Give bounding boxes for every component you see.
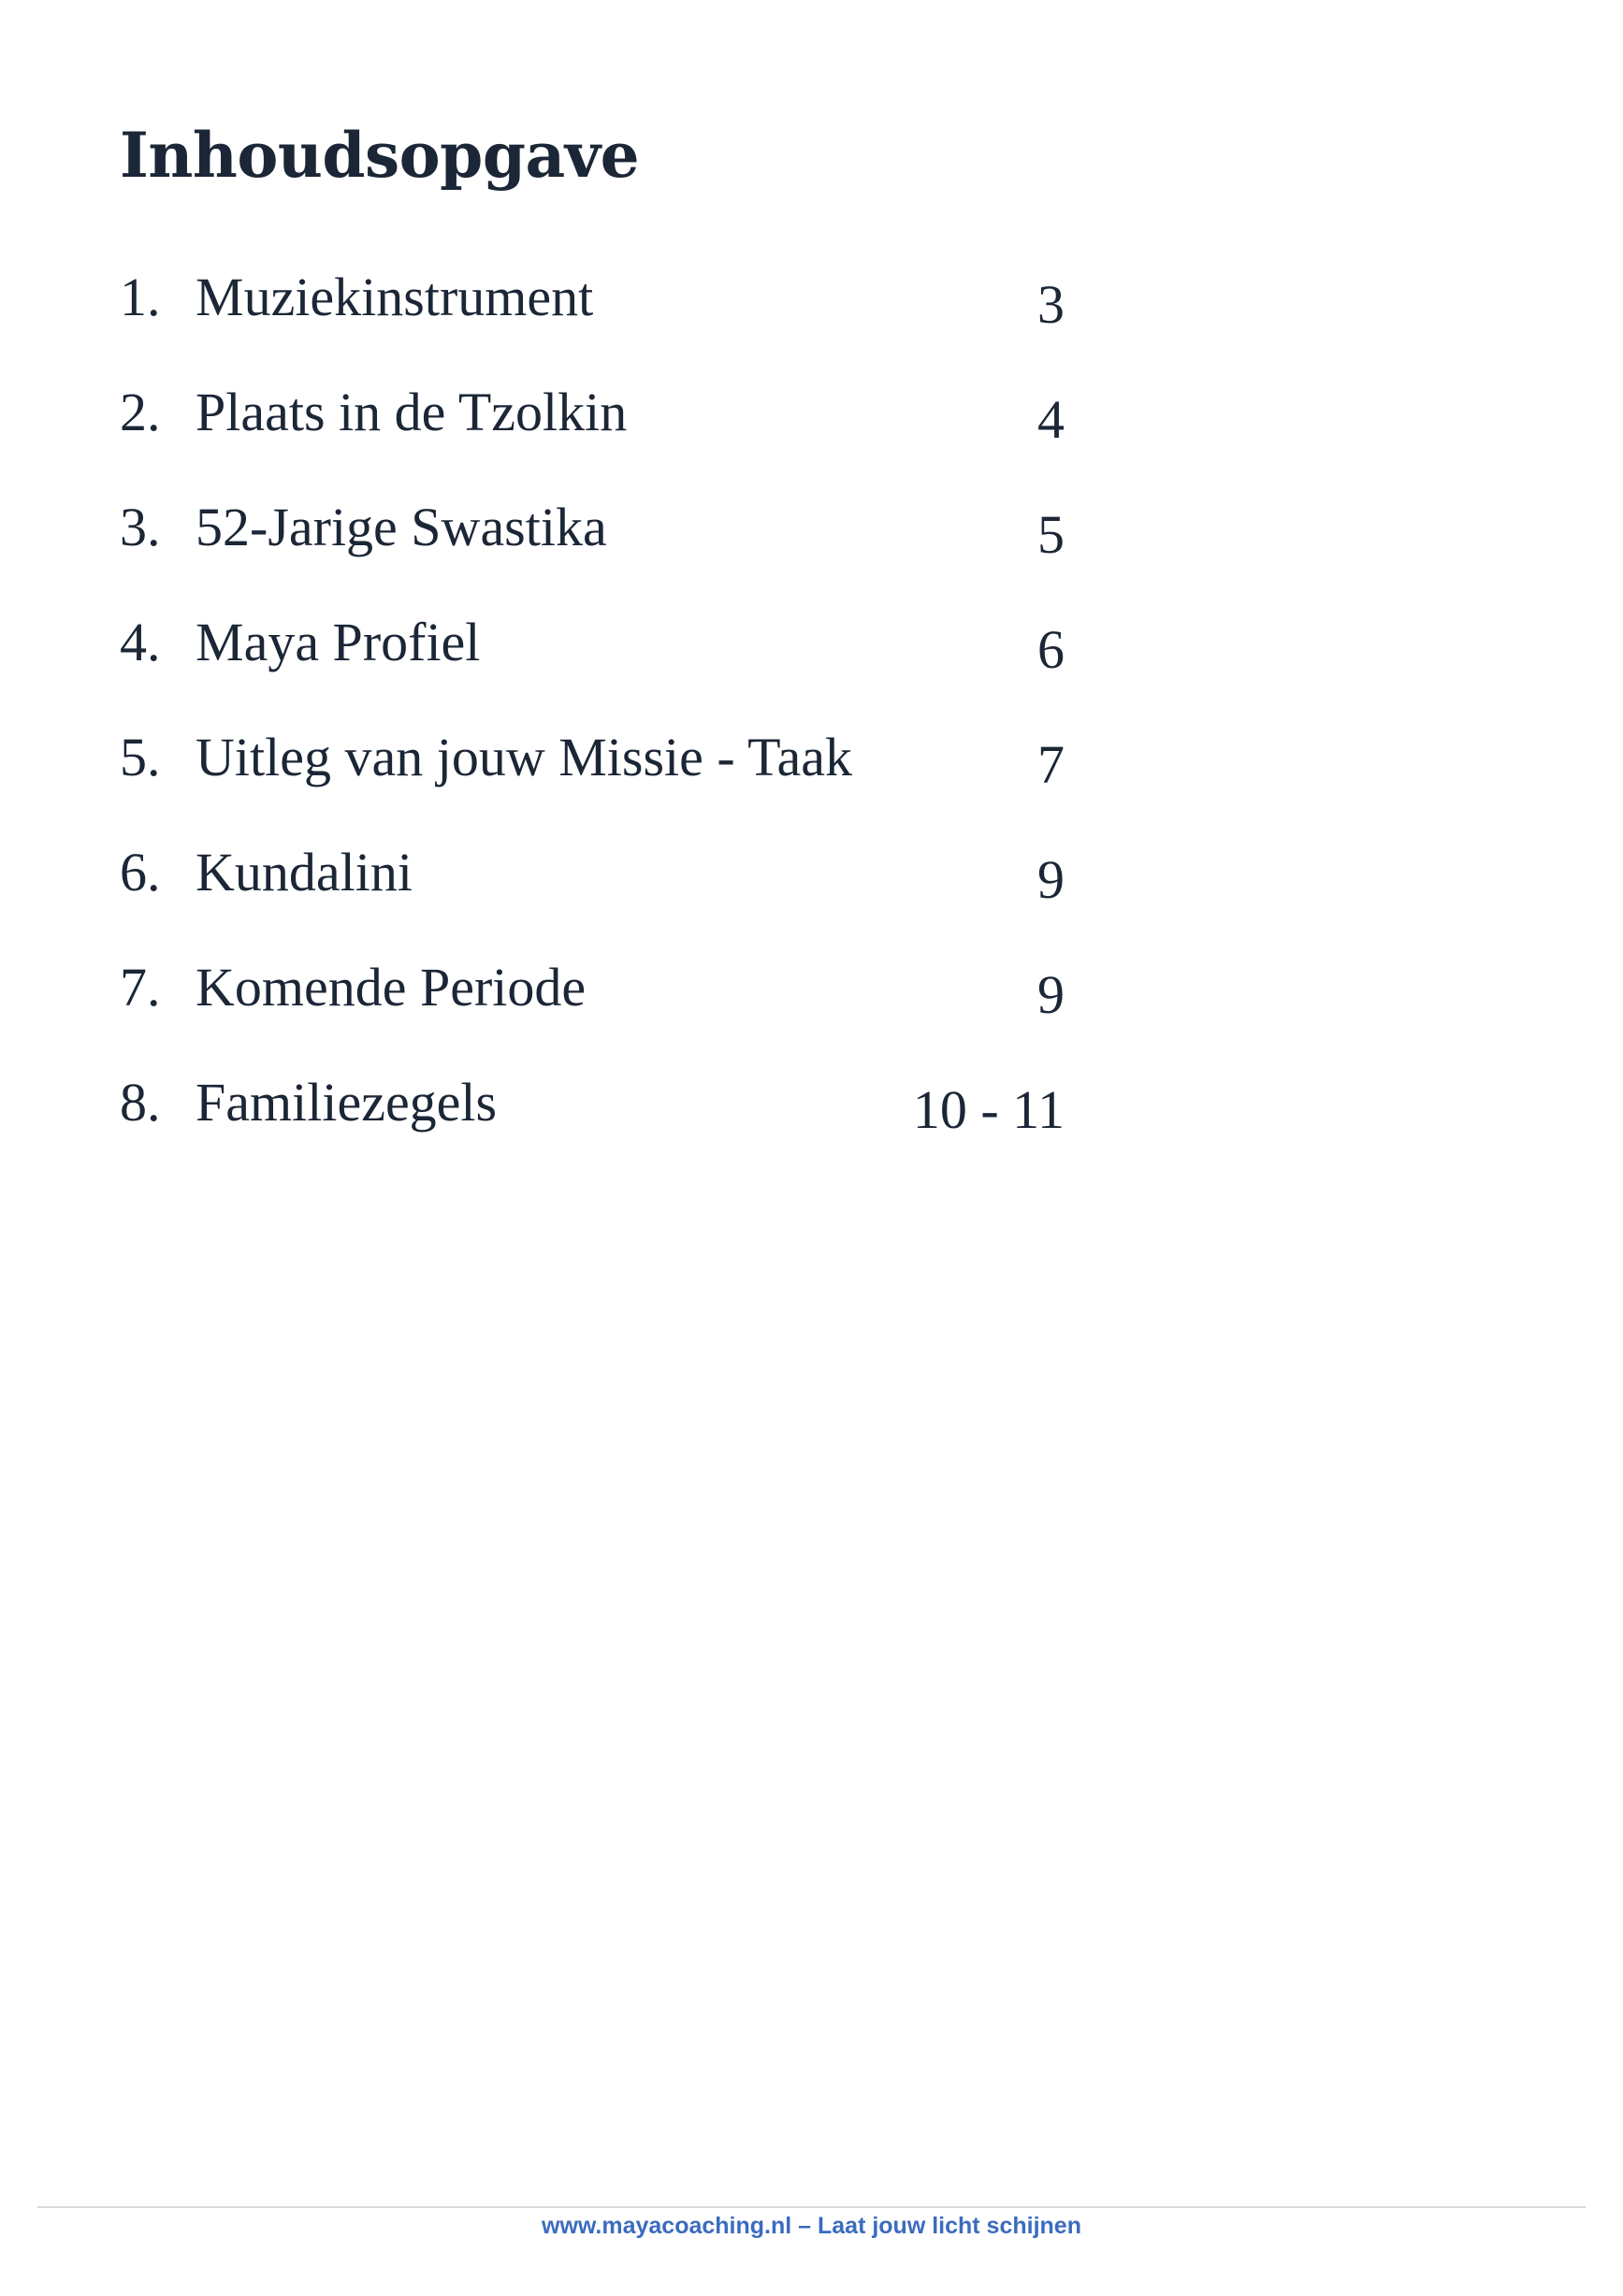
toc-entry[interactable] [120,490,1065,605]
toc-entry[interactable] [120,1065,1065,1180]
toc-entry-number: 3. [120,497,161,557]
toc-entry-number: 8. [120,1072,161,1133]
toc-entry-number: 1. [120,267,161,327]
page-title: Inhoudsopgave [120,119,640,192]
toc-entry[interactable] [120,950,1065,1065]
table-of-contents [120,260,1065,1180]
toc-entry-page: 9 [1037,849,1065,910]
toc-entry[interactable] [120,375,1065,490]
toc-entry[interactable] [120,260,1065,375]
toc-entry[interactable] [120,835,1065,950]
toc-entry-number: 5. [120,727,161,787]
footer-divider [37,2206,1586,2208]
toc-entry-page: 7 [1037,734,1065,795]
toc-entry-label: Muziekinstrument [196,267,594,327]
toc-entry-label: Plaats in de Tzolkin [196,382,628,442]
toc-entry-number: 6. [120,842,161,903]
footer-link[interactable]: www.mayacoaching.nl – Laat jouw licht schijnen [542,2213,1081,2239]
toc-entry-page: 3 [1037,274,1065,335]
toc-entry[interactable] [120,720,1065,835]
toc-entry-label: Maya Profiel [196,612,481,672]
toc-entry-label: Uitleg van jouw Missie - Taak [196,727,853,787]
toc-entry-label: Kundalini [196,842,413,903]
toc-entry-label: 52-Jarige Swastika [196,497,607,557]
toc-entry-page: 5 [1037,504,1065,565]
toc-entry-number: 2. [120,382,161,442]
toc-entry-page: 6 [1037,619,1065,680]
toc-entry-label: Komende Periode [196,957,587,1018]
toc-entry-page: 10 - 11 [912,1079,1065,1140]
toc-entry-page: 4 [1037,389,1065,450]
toc-entry-page: 9 [1037,964,1065,1025]
toc-entry[interactable] [120,605,1065,720]
toc-entry-number: 7. [120,957,161,1018]
toc-entry-label: Familiezegels [196,1072,498,1133]
toc-entry-number: 4. [120,612,161,672]
